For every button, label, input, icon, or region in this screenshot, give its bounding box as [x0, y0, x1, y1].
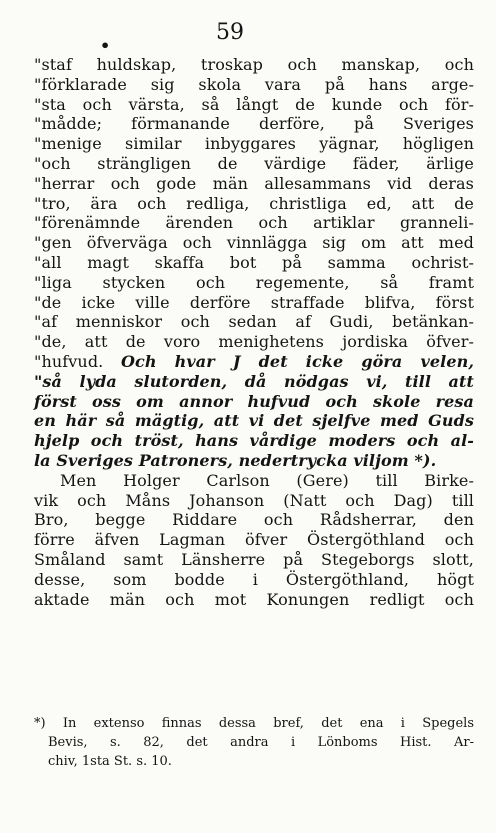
footnote-line: chiv, 1sta St. s. 10.	[48, 754, 172, 769]
italic-quote-start: Och hvar J det icke göra velen,	[120, 351, 475, 371]
text-line: "de, att de voro menighetens jordiska öfver-	[34, 332, 474, 352]
text-line: "herrar och gode män allesammans vid deras	[34, 173, 474, 193]
paragraph-line: Men Holger Carlson (Gere) till Birke-	[60, 470, 474, 490]
paragraph-line: Småland samt Länsherre på Stegeborgs slott,	[34, 549, 474, 569]
text-line: "de icke ville derföre straffade blifva, först	[34, 292, 474, 312]
text-line-mixed	[34, 352, 474, 372]
paragraph-line: förre äfven Lagman öfver Östergöthland och	[34, 530, 474, 550]
text-line: "all magt skaffa bot på samma ochrist-	[34, 252, 474, 272]
text-line: "staf huldskap, troskap och manskap, och	[34, 55, 474, 74]
text-line: "af menniskor och sedan af Gudi, betänkan-	[34, 312, 474, 332]
italic-line: "så lyda slutorden, då nödgas vi, till att	[34, 371, 474, 391]
text-line: "och strängligen de värdige fäder, ärlige	[34, 153, 474, 173]
footnote	[34, 714, 474, 771]
italic-line: först oss om annor hufvud och skole resa	[34, 391, 474, 411]
italic-line: en här så mägtig, att vi det sjelfve med Guds	[34, 411, 474, 431]
text-line: "liga stycken och regemente, så framt	[34, 272, 474, 292]
text-line: "sta och värsta, så långt de kunde och för-	[34, 94, 474, 114]
paragraph-line: Bro, begge Riddare och Rådsherrar, den	[34, 510, 474, 530]
text-line: "mådde; förmanande derföre, på Sveriges	[34, 114, 474, 134]
body-text	[34, 55, 474, 609]
text-line: "förklarade sig skola vara på hans arge-	[34, 74, 474, 94]
italic-line: la Sveriges Patroners, nedertrycka viljom *).	[34, 450, 437, 470]
text-line-start: "hufvud.	[34, 351, 104, 371]
text-line: "tro, ära och redliga, christliga ed, att de	[34, 193, 474, 213]
paragraph-line: aktade män och mot Konungen redligt och	[34, 589, 474, 609]
text-line: "gen öfverväga och vinnlägga sig om att med	[34, 233, 474, 253]
paragraph-line: desse, som bodde i Östergöthland, högt	[34, 569, 474, 589]
footnote-line: *) In extenso finnas dessa bref, det ena i Spegels	[34, 716, 474, 731]
paragraph-line: vik och Måns Johanson (Natt och Dag) till	[34, 490, 474, 510]
footnote-line: Bevis, s. 82, det andra i Lönboms Hist. Ar-	[48, 735, 474, 750]
text-line: "förenämnde ärenden och artiklar granneli-	[34, 213, 474, 233]
text-line: "menige similar inbyggares yägnar, högligen	[34, 134, 474, 154]
page-dot: •	[100, 36, 111, 55]
italic-line: hjelp och tröst, hans vårdige moders och al-	[34, 431, 474, 451]
page-number: 59	[216, 20, 244, 45]
